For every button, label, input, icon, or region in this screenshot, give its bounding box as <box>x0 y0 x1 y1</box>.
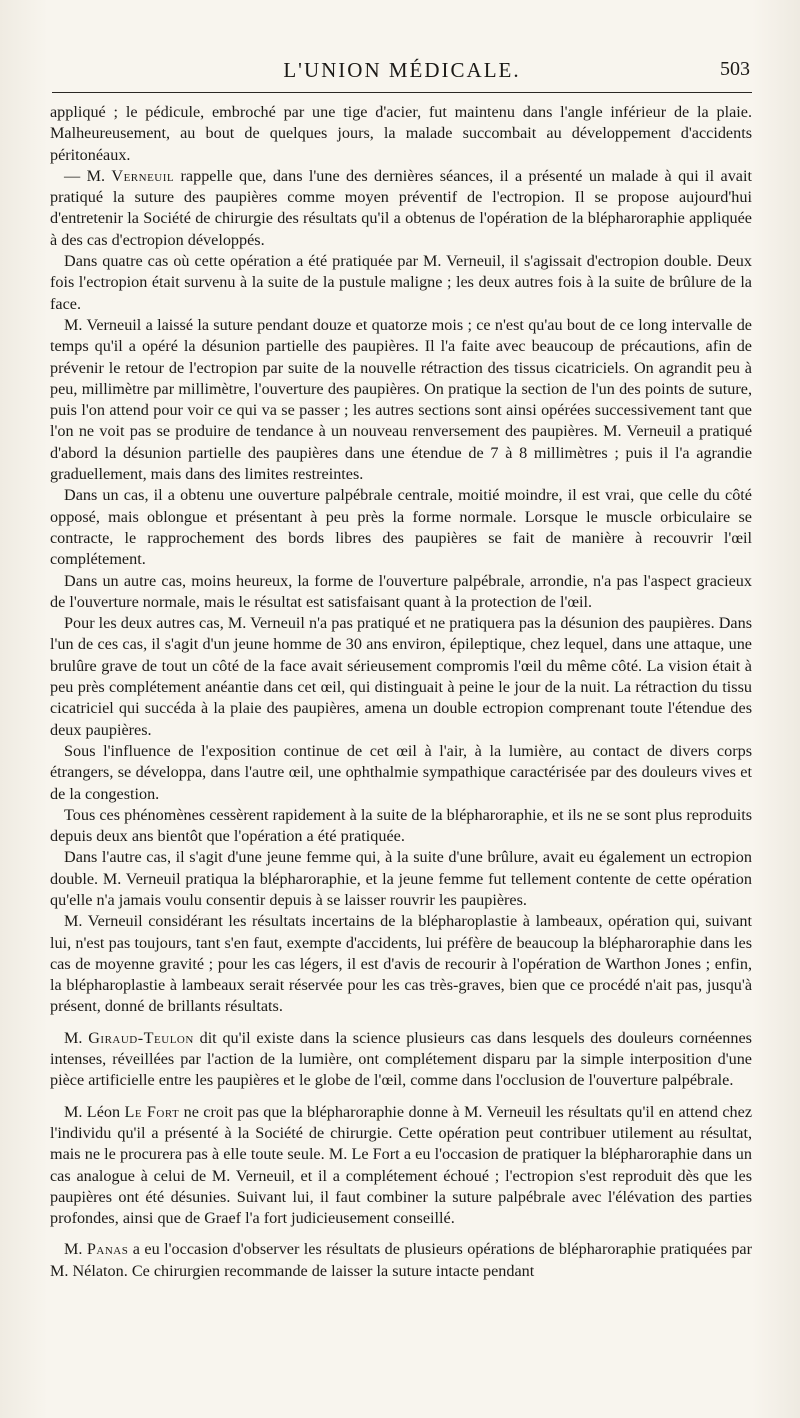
paragraph-8-text: Sous l'influence de l'exposition continue de cet œil à l'air, à la lumière, au contact de divers corps étrangers, se développa, dans l'autre œil, une ophthalmie sympathique caractérisée par des douleurs vives et de la congestion. <box>50 741 752 803</box>
paragraph-14 <box>50 1239 752 1282</box>
paragraph-2-text: rappelle que, dans l'une des dernières séances, il a présenté un malade à qui il avait pratiqué la suture des paupières comme moyen préventif de l'ectropion. Il se propose aujourd'hui d'entretenir la Société de chirurgie des résultats qu'il a obtenus de l'opération de la blépharoraphie appliquée à des cas d'ectropion développés. <box>50 166 752 249</box>
paragraph-6 <box>50 571 752 614</box>
speaker-name-giraud-teulon: Giraud-Teulon <box>88 1028 194 1047</box>
paragraph-5 <box>50 485 752 570</box>
paragraph-14-text: a eu l'occasion d'observer les résultats de plusieurs opérations de blépharoraphie pratiquées par M. Nélaton. Ce chirurgien recommande de laisser la suture intacte pendant <box>50 1240 752 1280</box>
page-number: 503 <box>720 58 750 80</box>
speaker-name-panas: Panas <box>86 1240 129 1259</box>
article-body <box>50 102 752 1282</box>
paragraph-13 <box>50 1102 752 1230</box>
paragraph-2-lead: — M. <box>64 166 112 185</box>
running-head: L'UNION MÉDICALE. <box>283 58 521 82</box>
paragraph-14-lead: M. <box>64 1240 87 1259</box>
paragraph-11 <box>50 911 752 1017</box>
paragraph-12 <box>50 1028 752 1092</box>
paragraph-7-text: Pour les deux autres cas, M. Verneuil n'a pas pratiqué et ne pratiquera pas la désunion des paupières. Dans l'un de ces cas, il s'agit d'un jeune homme de 30 ans environ, épileptique, chez lequel, dans une attaque, une brulûre grave de tout un côté de la face avait sérieusement compromis l'œil du même côté. La vision était à peu près complétement anéantie dans cet œil, qui distinguait à peine le jour de la nuit. La rétraction du tissu cicatriciel qui succéda à la plaie des paupières, amena un double ectropion comprenant toute l'étendue des deux paupières. <box>50 614 752 739</box>
speaker-name-le-fort: Le Fort <box>124 1102 180 1121</box>
paragraph-4-text: M. Verneuil a laissé la suture pendant douze et quatorze mois ; ce n'est qu'au bout de ce long intervalle de temps qu'il a opéré la désunion partielle des paupières. Il l'a faite avec beaucoup de précautions, afin de prévenir le retour de l'ectropion par suite de la nouvelle rétraction des tissus cicatriciels. On agrandit peu à peu, millimètre par millimètre, l'ouverture des paupières. On pratique la section de l'un des points de suture, puis l'on attend pour voir ce qui va se passer ; les autres sections sont ainsi opérées successivement tant que l'on ne voit pas se produire de tendance à un nouveau renversement des paupières. M. Verneuil a pratiqué d'abord la désunion partielle des paupières dans une étendue de 7 à 8 millimètres ; puis il l'a agrandie graduellement, mais dans des limites restreintes. <box>50 315 752 484</box>
paragraph-1-text: appliqué ; le pédicule, embroché par une tige d'acier, fut maintenu dans l'angle inférieur de la plaie. Malheureusement, au bout de quelques jours, la malade succombait au développement d'accidents péritonéaux. <box>50 103 752 164</box>
paragraph-12-text: dit qu'il existe dans la science plusieurs cas dans lesquels des douleurs cornéennes intenses, réveillées par l'action de la lumière, ont complétement disparu par la simple interposition d'une pièce artificielle entre les paupières et le globe de l'œil, comme dans l'occlusion de l'ouverture palpébrale. <box>50 1028 752 1090</box>
paragraph-9-text: Tous ces phénomènes cessèrent rapidement à la suite de la blépharoraphie, et ils ne se sont plus reproduits depuis deux ans bientôt que l'opération a été pratiquée. <box>50 805 752 846</box>
paragraph-10-text: Dans l'autre cas, il s'agit d'une jeune femme qui, à la suite d'une brûlure, avait eu également un ectropion double. M. Verneuil pratiqua la blépharoraphie, et la jeune femme fut tellement contente de cette opération qu'elle n'a jamais voulu consentir depuis à se laisser rouvrir les paupières. <box>50 848 752 909</box>
paragraph-13-text: ne croit pas que la blépharoraphie donne à M. Verneuil les résultats qu'il en attend chez l'individu qu'il a présenté à la Société de chirurgie. Cette opération peut contribuer utilement au résultat, mais ne le procurera pas à elle toute seule. M. Le Fort a eu l'occasion de pratiquer la blépharoraphie dans un cas analogue à celui de M. Verneuil, et il a complétement échoué ; l'ectropion s'est reproduit dès que les paupières ont été désunies. Suivant lui, il faut combiner la suture palpébrale avec l'élévation des parties profondes, ainsi que de Graef l'a fort judicieusement conseillé. <box>50 1102 753 1228</box>
paragraph-4 <box>50 315 752 485</box>
paragraph-2 <box>50 166 752 251</box>
paragraph-10 <box>50 847 752 911</box>
paragraph-1 <box>50 102 752 166</box>
paragraph-7 <box>50 613 752 741</box>
paragraph-6-text: Dans un autre cas, moins heureux, la forme de l'ouverture palpébrale, arrondie, n'a pas l'aspect gracieux de l'ouverture normale, mais le résultat est satisfaisant quant à la protection de l'œil. <box>50 571 752 611</box>
paragraph-13-lead: M. Léon <box>64 1102 125 1121</box>
paragraph-3-text: Dans quatre cas où cette opération a été pratiquée par M. Verneuil, il s'agissait d'ectropion double. Deux fois l'ectropion était survenu à la suite de la pustule maligne ; les deux autres fois à la suite de brûlure de la face. <box>50 252 752 313</box>
paragraph-5-text: Dans un cas, il a obtenu une ouverture palpébrale centrale, moitié moindre, il est vrai, que celle du côté opposé, mais oblongue et présentant à peu près la forme normale. Lorsque le muscle orbiculaire se contracte, le rapprochement des bords libres des paupières se fait de manière à recouvrir l'œil complétement. <box>50 486 752 569</box>
paragraph-3 <box>50 251 752 315</box>
page-header <box>54 58 750 88</box>
header-rule <box>52 92 752 93</box>
speaker-name-verneuil: Verneuil <box>111 166 175 185</box>
paragraph-9 <box>50 805 752 848</box>
paragraph-12-lead: M. <box>64 1028 89 1047</box>
paragraph-8 <box>50 741 752 805</box>
paragraph-11-text: M. Verneuil considérant les résultats incertains de la blépharoplastie à lambeaux, opération qui, suivant lui, n'est pas toujours, tant s'en faut, exempte d'accidents, lui préfère de beaucoup la blépharoraphie dans les cas de moyenne gravité ; pour les cas légers, il est d'avis de recourir à l'opération de Warthon Jones ; enfin, la blépharoplastie à lambeaux serait réservée pour les cas très-graves, bien que ce procédé n'ait pas, jusqu'à présent, donné de brillants résultats. <box>50 912 752 1016</box>
